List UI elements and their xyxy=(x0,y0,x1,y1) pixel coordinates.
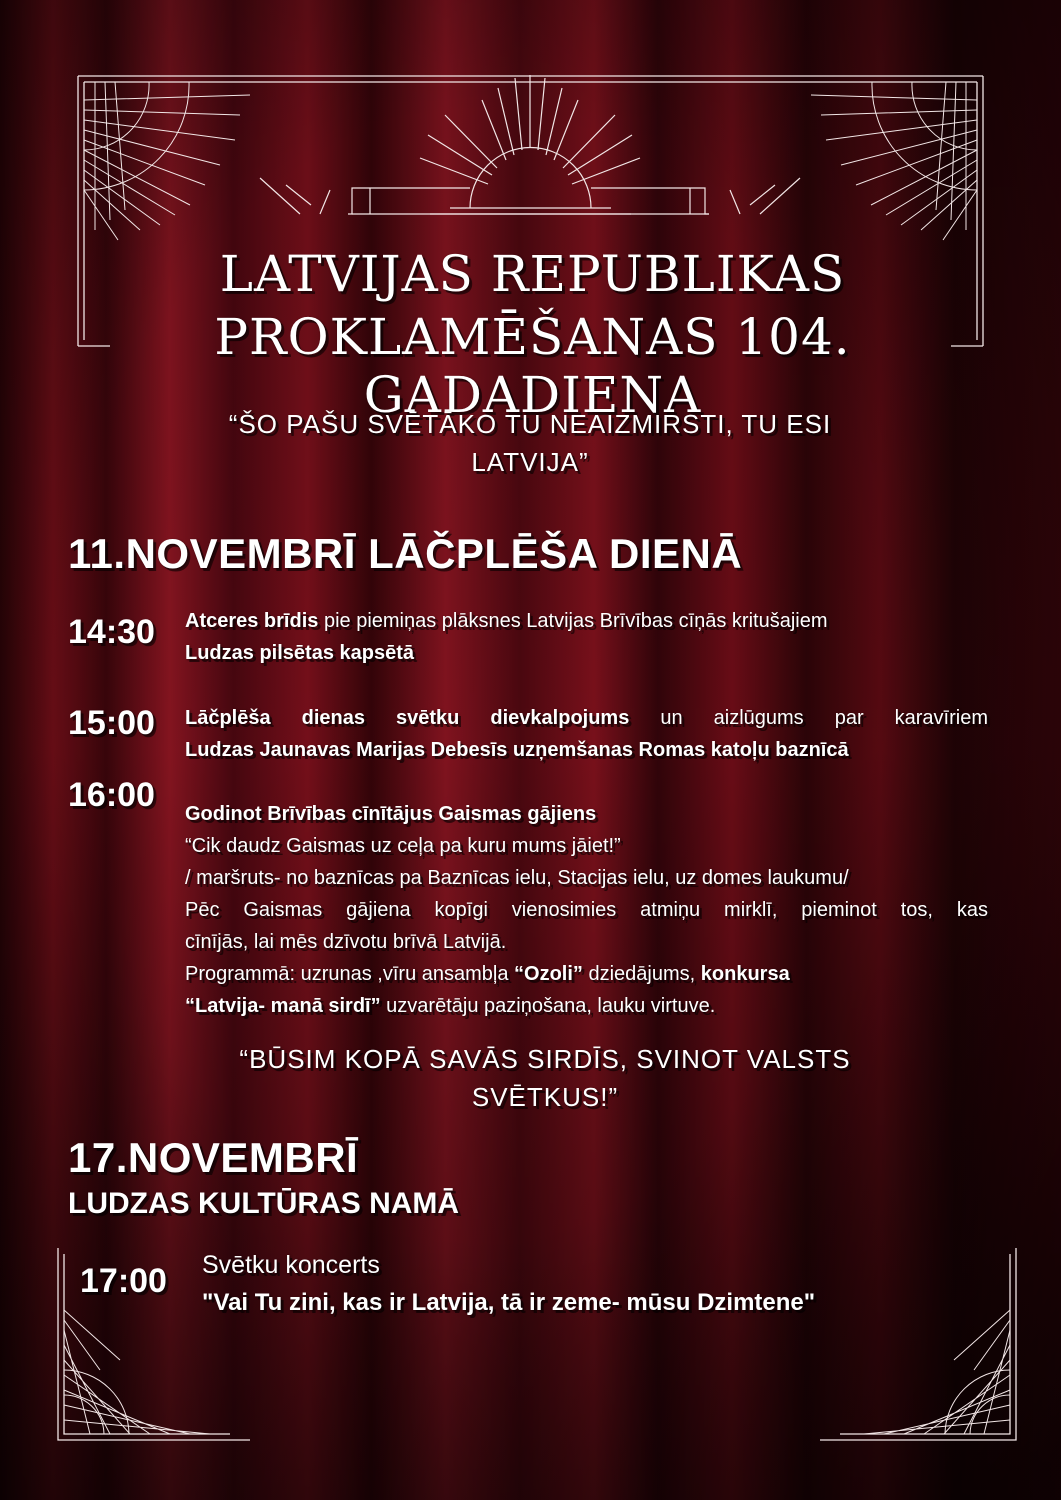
section-heading-nov-11: 11.NOVEMBRĪ LĀČPLĒŠA DIENĀ xyxy=(68,530,743,577)
event-1600-route: / maršruts- no baznīcas pa Baznīcas ielu, Stacijas ielu, uz domes laukumu/ xyxy=(185,867,849,889)
program-contest-name: “Latvija- manā sirdī” xyxy=(185,995,381,1017)
quote-middle-line-2: SVĒTKUS!” xyxy=(471,1082,619,1112)
program-text-c: dziedājums, xyxy=(582,963,701,985)
event-1600-after-1: Pēc Gaismas gājiena kopīgi vienosimies atmiņu mirklī, pieminot tos, kas xyxy=(185,899,988,921)
event-1700-line-1: Svētku koncerts xyxy=(202,1251,380,1279)
event-1430-desc: pie piemiņas plāksnes Latvijas Brīvības cīņās kritušajiem xyxy=(318,610,828,632)
event-1600-heading-text: Godinot Brīvības cīnītājus Gaismas gājiens xyxy=(185,803,597,825)
event-time-1500: 15:00 xyxy=(68,704,155,742)
section-heading-nov-17: 17.NOVEMBRĪ xyxy=(68,1134,359,1181)
event-1430-location: Ludzas pilsētas kapsētā xyxy=(185,642,414,664)
event-1430-bold: Atceres brīdis xyxy=(185,610,319,632)
event-time-1600: 16:00 xyxy=(68,776,155,814)
section-subheading-venue: LUDZAS KULTŪRAS NAMĀ xyxy=(68,1187,460,1220)
quote-middle xyxy=(160,1040,930,1116)
event-text-1430 xyxy=(185,605,988,669)
event-text-1500 xyxy=(185,702,988,766)
event-1500-line-2 xyxy=(185,734,988,766)
event-1600-heading xyxy=(185,798,988,830)
program-ensemble: “Ozoli” xyxy=(514,963,583,985)
quote-top-line-1: “ŠO PAŠU SVĒTĀKO TU NEAIZMIRSTI, TU ESI xyxy=(228,409,832,439)
event-1500-desc: un aizlūgums par karavīriem xyxy=(629,707,988,729)
event-1600-program-1 xyxy=(185,958,988,990)
title-line-2: PROKLAMĒŠANAS 104. GADADIENA xyxy=(214,308,851,424)
title-line-1: LATVIJAS REPUBLIKAS xyxy=(219,245,846,303)
event-1700-line-2: "Vai Tu zini, kas ir Latvija, tā ir zeme- mūsu Dzimtene" xyxy=(202,1289,816,1316)
event-1600-program-2 xyxy=(185,990,988,1022)
event-time-1700: 17:00 xyxy=(80,1262,167,1300)
event-text-1600 xyxy=(185,798,988,1022)
program-contest-label: konkursa xyxy=(700,963,790,985)
event-1600-after-2: cīnījās, lai mēs dzīvotu brīvā Latvijā. xyxy=(185,931,507,953)
quote-top xyxy=(130,405,930,481)
event-time-1430: 14:30 xyxy=(68,613,155,651)
quote-middle-line-1: “BŪSIM KOPĀ SAVĀS SIRDĪS, SVINOT VALSTS xyxy=(239,1044,851,1074)
program-text-a: Programmā: uzrunas ,vīru ansambļa xyxy=(185,963,515,985)
event-1600-quote: “Cik daudz Gaismas uz ceļa pa kuru mums jāiet!” xyxy=(185,835,621,857)
event-1500-bold: Lāčplēša dienas svētku dievkalpojums xyxy=(185,707,630,729)
program-text-f: uzvarētāju paziņošana, lauku virtuve. xyxy=(380,995,716,1017)
event-1430-line-2 xyxy=(185,637,988,669)
event-text-1700 xyxy=(202,1246,992,1322)
event-1430-line-1 xyxy=(185,605,988,637)
event-1500-location: Ludzas Jaunavas Marijas Debesīs uzņemšanas Romas katoļu baznīcā xyxy=(185,739,849,761)
quote-top-line-2: LATVIJA” xyxy=(471,447,589,477)
event-1500-line-1 xyxy=(185,702,988,734)
